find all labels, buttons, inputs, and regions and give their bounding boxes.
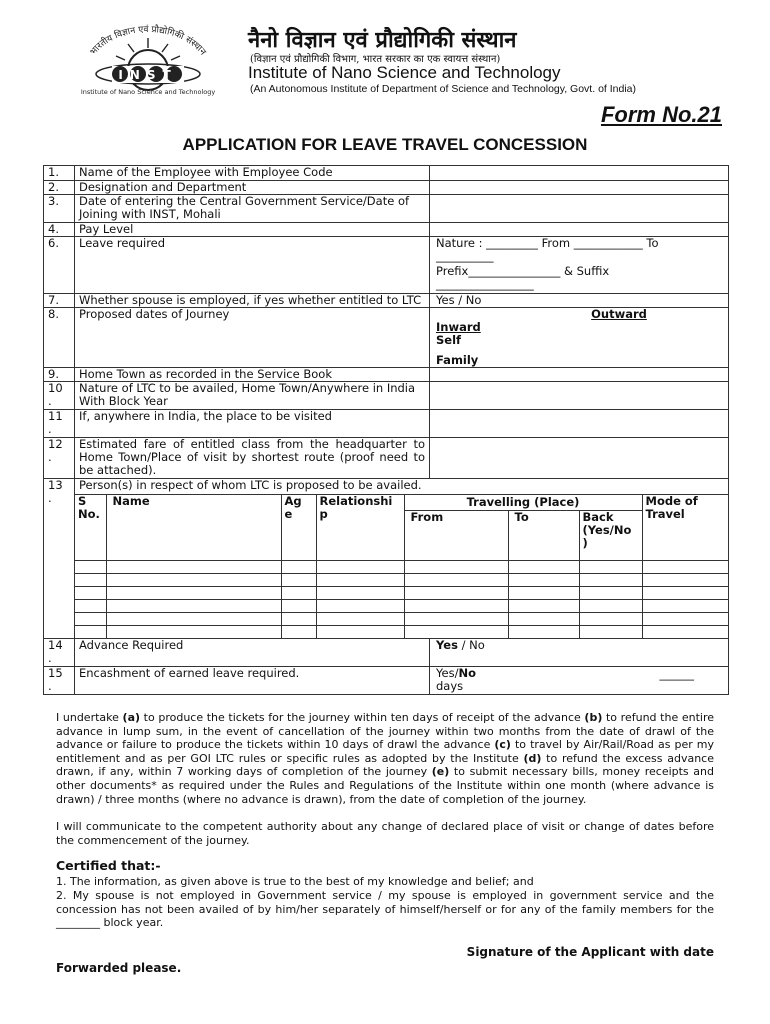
row-home-town	[44, 368, 729, 382]
clause-marker: (d)	[523, 751, 542, 765]
svg-text:INST: INST	[118, 68, 178, 82]
row-number	[44, 639, 75, 667]
cell[interactable]	[75, 613, 106, 626]
table-row	[75, 574, 729, 587]
row-number-line: 15	[48, 666, 63, 680]
self-label: Self	[436, 333, 462, 347]
estimated-fare-value[interactable]	[430, 438, 729, 479]
cell[interactable]	[508, 600, 579, 613]
row-number: 8.	[44, 308, 75, 368]
encash-yes: Yes/	[436, 666, 459, 680]
field-label-line: Estimated fare of entitled class from the headquarter to	[79, 437, 425, 451]
row-number: 4.	[44, 223, 75, 237]
field-label: Leave required	[75, 237, 430, 294]
cell[interactable]	[281, 587, 316, 600]
nature-of-ltc-value[interactable]	[430, 382, 729, 410]
field-label	[75, 382, 430, 410]
field-label: Home Town as recorded in the Service Book	[75, 368, 430, 382]
cell[interactable]	[316, 600, 404, 613]
row-number-line: .	[48, 422, 52, 436]
cell[interactable]	[316, 561, 404, 574]
field-label: Designation and Department	[75, 181, 430, 195]
field-label-line: Home Town/Place of visit by shortest route (proof need to	[79, 450, 425, 464]
row-number-line: 13	[48, 478, 63, 492]
cell[interactable]	[642, 574, 729, 587]
col-sno-line: S	[78, 494, 87, 508]
row-number	[44, 667, 75, 695]
cell[interactable]	[579, 613, 642, 626]
cell[interactable]	[642, 561, 729, 574]
cell[interactable]	[579, 561, 642, 574]
cell[interactable]	[508, 613, 579, 626]
cell[interactable]	[579, 600, 642, 613]
suffix-blank: _________________	[436, 277, 534, 291]
cell[interactable]	[404, 626, 508, 638]
outward-label: Outward	[591, 307, 647, 321]
date-of-entering-value[interactable]	[430, 195, 729, 223]
row-estimated-fare	[44, 438, 729, 479]
row-number-line: 14	[48, 638, 63, 652]
row-number: 9.	[44, 368, 75, 382]
undertaking-paragraph	[56, 711, 714, 806]
forwarded-label: Forwarded please.	[56, 961, 182, 975]
col-mode-line: Travel	[645, 507, 685, 521]
row-proposed-dates	[44, 308, 729, 368]
employee-name-value[interactable]	[430, 166, 729, 181]
cell[interactable]	[508, 587, 579, 600]
row-advance-required	[44, 639, 729, 667]
nature-from-to-line: Nature : _________ From ____________ To	[436, 236, 659, 250]
cell[interactable]	[404, 587, 508, 600]
row-number-line: .	[48, 651, 52, 665]
col-mode	[642, 495, 729, 561]
field-label-line: Nature of LTC to be availed, Home Town/Anywhere in India	[79, 381, 416, 395]
inst-logo-icon	[58, 22, 238, 98]
row-persons	[44, 479, 729, 639]
table-row	[75, 613, 729, 626]
cell[interactable]	[642, 600, 729, 613]
undertaking-text: to refund the entire advance in lump sum, in the event of cancellation of the journey within two months from the date of drawl of the advance or failure to produce the tickets within 10 days of drawl the advance	[56, 711, 715, 752]
row-place-to-visit	[44, 410, 729, 438]
row-number: 7.	[44, 294, 75, 308]
col-relationship-line: Relationshi	[319, 494, 393, 508]
hindi-name: नैनो विज्ञान एवं प्रौद्योगिकी संस्थान	[248, 27, 517, 53]
cell[interactable]	[316, 626, 404, 638]
undertaking-text: to refund the excess advance drawn, if any, within 7 working days of completion of the journey	[56, 751, 714, 779]
row-number	[44, 382, 75, 410]
row-number-line: 10	[48, 381, 63, 395]
signature-label: Signature of the Applicant with date	[466, 945, 714, 959]
advance-yes: Yes	[436, 638, 458, 652]
col-name: Name	[106, 495, 281, 561]
encashment-value[interactable]	[430, 667, 729, 695]
persons-table	[75, 494, 729, 638]
field-label-line: Joining with INST, Mohali	[79, 207, 221, 221]
cell[interactable]	[281, 613, 316, 626]
pay-level-value[interactable]	[430, 223, 729, 237]
row-number-line: .	[48, 491, 52, 505]
field-label	[75, 195, 430, 223]
table-row	[75, 587, 729, 600]
col-to: To	[508, 511, 579, 561]
svg-text:Institute of Nano Science and: Institute of Nano Science and Technology	[80, 88, 216, 96]
row-number-line: .	[48, 394, 52, 408]
encash-days: days	[436, 679, 464, 693]
field-label: Pay Level	[75, 223, 430, 237]
persons-cell	[75, 479, 729, 639]
row-leave-required	[44, 237, 729, 294]
col-sno-line: No.	[78, 507, 100, 521]
field-label: Whether spouse is employed, if yes whether entitled to LTC	[75, 294, 430, 308]
cell[interactable]	[281, 561, 316, 574]
cell[interactable]	[508, 626, 579, 638]
field-label-line: be attached).	[79, 463, 157, 477]
row-spouse-employed	[44, 294, 729, 308]
encash-no: No	[458, 666, 476, 680]
cell[interactable]	[579, 574, 642, 587]
cell[interactable]	[579, 626, 642, 638]
field-label-line: Date of entering the Central Government Service/Date of	[79, 194, 410, 208]
cell[interactable]	[281, 626, 316, 638]
col-back	[579, 511, 642, 561]
family-label: Family	[436, 353, 479, 367]
row-employee-name	[44, 166, 729, 181]
english-name: Institute of Nano Science and Technology	[248, 63, 561, 82]
row-nature-of-ltc	[44, 382, 729, 410]
field-label: Encashment of earned leave required.	[75, 667, 430, 695]
cell[interactable]	[579, 587, 642, 600]
nature-blank: __________	[436, 249, 494, 263]
cell[interactable]	[75, 561, 106, 574]
row-designation	[44, 181, 729, 195]
row-number-line: 11	[48, 409, 63, 423]
col-age-line: e	[284, 507, 293, 521]
english-subtitle: (An Autonomous Institute of Department of Science and Technology, Govt. of India)	[250, 83, 637, 95]
encash-days-blank: ______	[659, 667, 694, 681]
row-number-line: 12	[48, 437, 63, 451]
cell[interactable]	[642, 626, 729, 638]
cell[interactable]	[106, 626, 281, 638]
proposed-dates-value[interactable]	[430, 308, 729, 368]
hindi-subtitle: (विज्ञान एवं प्रौद्योगिकी विभाग, भारत सरकार का एक स्वायत्त संस्थान)	[250, 54, 501, 65]
clause-marker: (b)	[584, 711, 603, 724]
page-title: APPLICATION FOR LEAVE TRAVEL CONCESSION	[182, 135, 588, 154]
header-logo	[58, 22, 238, 98]
col-back-line: )	[582, 536, 588, 550]
row-pay-level	[44, 223, 729, 237]
field-label	[75, 438, 430, 479]
table-row	[75, 561, 729, 574]
home-town-value[interactable]	[430, 368, 729, 382]
cell[interactable]	[75, 626, 106, 638]
clause-marker: (a)	[122, 711, 141, 724]
cell[interactable]	[75, 587, 106, 600]
row-number: 3.	[44, 195, 75, 223]
cell[interactable]	[642, 613, 729, 626]
row-number: 2.	[44, 181, 75, 195]
row-number: 6.	[44, 237, 75, 294]
cell[interactable]	[106, 574, 281, 587]
col-back-line: (Yes/No	[582, 523, 632, 537]
col-travelling: Travelling (Place)	[404, 495, 642, 511]
row-number-line: .	[48, 450, 52, 464]
col-mode-line: Mode of	[645, 494, 698, 508]
row-number-line: .	[48, 679, 52, 693]
inward-label: Inward	[436, 320, 481, 334]
undertaking-text: to submit necessary bills, money receipts and other documents* as required under the Rules and Regulations of the Institute within one month (where advance is drawn) / three months (where no advance is drawn), from the date of completion of the journey.	[56, 765, 714, 806]
cell[interactable]	[281, 600, 316, 613]
col-relationship-line: p	[319, 507, 328, 521]
cell[interactable]	[75, 574, 106, 587]
col-sno	[75, 495, 106, 561]
leave-required-value[interactable]	[430, 237, 729, 294]
advance-no: / No	[457, 638, 485, 652]
undertaking-text: to produce the tickets for the journey within ten days of receipt of the advance	[140, 711, 585, 724]
prefix-suffix-line: Prefix________________ & Suffix	[436, 264, 610, 278]
persons-header-row	[75, 495, 729, 511]
advance-yes-no[interactable]	[430, 639, 729, 667]
row-encashment	[44, 667, 729, 695]
cell[interactable]	[106, 600, 281, 613]
row-date-of-entering	[44, 195, 729, 223]
undertaking-text: to travel by Air/Rail/Road as per my entitlement and as per GOI LTC rules or specific rules as adopted by the Institute	[56, 738, 714, 765]
cell[interactable]	[642, 587, 729, 600]
row-number	[44, 410, 75, 438]
cell[interactable]	[404, 613, 508, 626]
cell[interactable]	[404, 574, 508, 587]
communication-paragraph: I will communicate to the competent authority about any change of declared place of visit or change of dates before the commencement of the journey.	[56, 820, 714, 847]
field-label: If, anywhere in India, the place to be visited	[75, 410, 430, 438]
cell[interactable]	[106, 587, 281, 600]
cell[interactable]	[316, 574, 404, 587]
clause-marker: (c)	[494, 738, 511, 752]
col-age-line: Ag	[284, 494, 302, 508]
row-number	[44, 479, 75, 639]
cell[interactable]	[316, 587, 404, 600]
field-label: Person(s) in respect of whom LTC is proposed to be availed.	[79, 478, 422, 492]
field-label: Advance Required	[75, 639, 430, 667]
cell[interactable]	[281, 574, 316, 587]
col-age	[281, 495, 316, 561]
cell[interactable]	[508, 561, 579, 574]
certified-point-2: 2. My spouse is not employed in Government service / my spouse is employed in government service and the concession has not been availed of by him/her separately of himself/herself or for any of the family members for the ________ block year.	[56, 889, 714, 930]
cell[interactable]	[75, 600, 106, 613]
cell[interactable]	[508, 574, 579, 587]
cell[interactable]	[404, 561, 508, 574]
certified-point-1: 1. The information, as given above is true to the best of my knowledge and belief; and	[56, 875, 534, 888]
table-row	[75, 626, 729, 638]
row-number	[44, 438, 75, 479]
table-row	[75, 600, 729, 613]
clause-marker: (e)	[431, 765, 450, 779]
undertaking-text: I undertake	[56, 711, 123, 724]
spouse-yes-no[interactable]: Yes / No	[430, 294, 729, 308]
ltc-form-table	[43, 165, 729, 695]
certified-heading: Certified that:-	[56, 858, 161, 873]
field-label: Proposed dates of Journey	[75, 308, 430, 368]
col-back-line: Back	[582, 510, 614, 524]
cell[interactable]	[404, 600, 508, 613]
cell[interactable]	[106, 561, 281, 574]
form-number: Form No.21	[600, 102, 722, 127]
svg-text:भारतीय विज्ञान एवं प्रौद्योगिक: भारतीय विज्ञान एवं प्रौद्योगिकी संस्थान	[88, 24, 208, 58]
designation-value[interactable]	[430, 181, 729, 195]
col-from: From	[404, 511, 508, 561]
place-to-visit-value[interactable]	[430, 410, 729, 438]
row-number: 1.	[44, 166, 75, 181]
field-label-line: With Block Year	[79, 394, 168, 408]
field-label: Name of the Employee with Employee Code	[75, 166, 430, 181]
col-relationship	[316, 495, 404, 561]
cell[interactable]	[316, 613, 404, 626]
cell[interactable]	[106, 613, 281, 626]
